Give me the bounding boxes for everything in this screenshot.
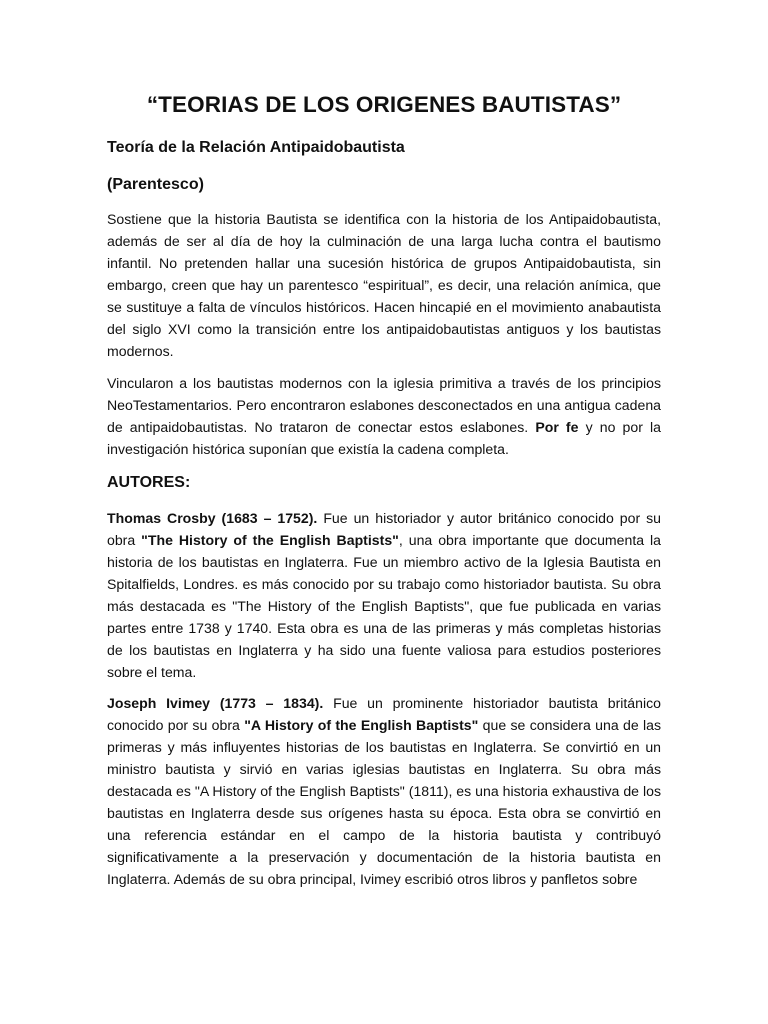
authors-heading: AUTORES:	[107, 474, 191, 491]
author-ivimey-text-a: Fue un prominente historiador bautista británico conocido por su obra	[107, 695, 662, 733]
paragraph-intro: Sostiene que la historia Bautista se identifica con la historia de los Antipaidobautista, además de ser al día de hoy la culminación de una larga lucha contra el bautismo infantil. No pretenden hallar una sucesión histórica de grupos Antipaidobautista, sin embargo, creen que hay un parentesco “espiritual”, es decir, una relación anímica, que se sustituye a falta de vínculos históricos. Hacen hincapié en el movimiento anabautista del siglo XVI como la transición entre los antipaidobautistas antiguos y los bautistas modernos.	[107, 211, 661, 359]
document-title: “TEORIAS DE LOS ORIGENES BAUTISTAS”	[146, 92, 622, 117]
section-heading: Teoría de la Relación Antipaidobautista	[107, 139, 405, 156]
author-crosby-text-a: Fue un historiador y autor británico conocido por su obra	[107, 510, 661, 548]
author-crosby-work: "The History of the English Baptists"	[141, 532, 399, 548]
author-ivimey-work: "A History of the English Baptists"	[244, 717, 479, 733]
paragraph-links	[107, 372, 661, 460]
author-ivimey-text-b: que se considera una de las primeras y más influyentes historias de los bautistas en Inglaterra. Se convirtió en un ministro bautista y sirvió en varias iglesias bautistas en Inglaterra. Su obra más destacada es "A History of the English Baptists" (1811), es una historia exhaustiva de los bautistas en Inglaterra desde sus orígenes hasta su época. Esta obra se convirtió en una referencia estándar en el campo de la historia bautista y contribuyó significativamente a la preservación y documentación de la historia bautista en Inglaterra. Además de su obra principal, Ivimey escribió otros libros y panfletos sobre	[107, 717, 662, 887]
author-crosby-text-b: , una obra importante que documenta la historia de los bautistas en Inglaterra. Fue un miembro activo de la Iglesia Bautista en Spitalfields, Londres. es más conocido por su trabajo como historiador bautista. Su obra más destacada es "The History of the English Baptists", que fue publicada en varias partes entre 1738 y 1740. Esta obra es una de las primeras y más completas historias de los bautistas en Inglaterra y ha sido una fuente valiosa para estudios posteriores sobre el tema.	[107, 532, 662, 680]
author-ivimey-name: Joseph Ivimey (1773 – 1834).	[107, 695, 324, 711]
paragraph-links-emphasis: Por fe	[535, 419, 579, 435]
paragraph-links-text-b: y no por la investigación histórica suponían que existía la cadena completa.	[107, 419, 661, 457]
author-ivimey-paragraph	[107, 692, 661, 890]
paragraph-links-text-a: Vincularon a los bautistas modernos con la iglesia primitiva a través de los principios NeoTestamentarios. Pero encontraron eslabones desconectados en una antigua cadena de antipaidobautistas. No trataron de conectar estos eslabones.	[107, 375, 661, 435]
author-crosby-paragraph	[107, 507, 661, 683]
section-subheading: (Parentesco)	[107, 176, 204, 193]
author-crosby-name: Thomas Crosby (1683 – 1752).	[107, 510, 318, 526]
